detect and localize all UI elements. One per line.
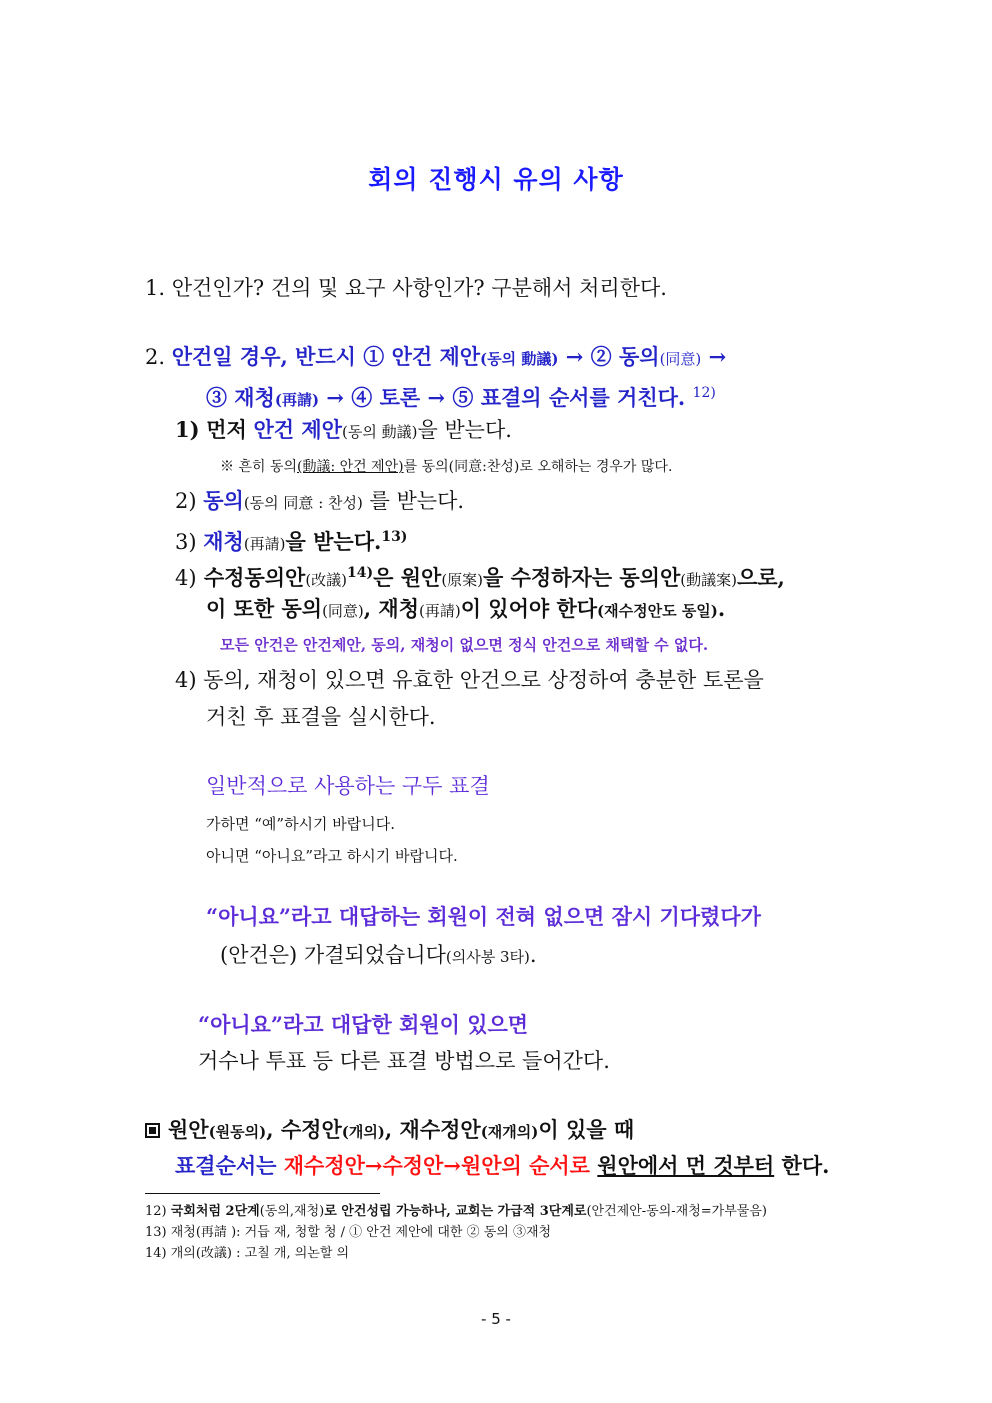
sub-item-2: 2) 동의(동의 同意 : 찬성) 를 받는다.	[175, 488, 465, 513]
case-objection-line-2: 거수나 투표 등 다른 표결 방법으로 들어간다.	[198, 1049, 610, 1073]
sub-item-5-line-2: 거친 후 표결을 실시한다.	[206, 705, 436, 729]
vote-order-line-1: 원안(원동의), 수정안(개의), 재수정안(재개의)이 있을 때	[145, 1116, 634, 1146]
footnote-ref-13[interactable]: 13)	[381, 529, 408, 545]
case-no-objection-line-1: “아니요”라고 대답하는 회원이 전혀 없으면 잠시 기다렸다가	[206, 904, 761, 929]
vote-order-line-2: 표결순서는 재수정안→수정안→원안의 순서로 원안에서 먼 것부터 한다.	[175, 1153, 830, 1178]
page-title: 회의 진행시 유의 사항	[368, 165, 624, 194]
footnote-ref-14[interactable]: 14)	[347, 565, 374, 581]
case-no-objection-line-2: (안건은) 가결되었습니다(의사봉 3타).	[220, 943, 537, 967]
item-2-number: 2.	[145, 345, 166, 369]
sub-item-4-line-1: 4) 수정동의안(改議)$^{14)}$은 원안(原案)을 수정하자는 동의안(動議案)으로,	[175, 565, 785, 590]
voice-vote-no: 아니면 “아니요”라고 하시기 바랍니다.	[206, 847, 458, 865]
warning-note: 모든 안건은 안건제안, 동의, 재청이 없으면 정식 안건으로 채택할 수 없다.	[220, 636, 709, 654]
voice-vote-heading: 일반적으로 사용하는 구두 표결	[206, 774, 490, 798]
sub-item-5-line-1: 4) 동의, 재청이 있으면 유효한 안건으로 상정하여 충분한 토론을	[175, 668, 764, 692]
case-objection-line-1: “아니요”라고 대답한 회원이 있으면	[198, 1012, 529, 1037]
item-2-text: 안건일 경우, 반드시 ① 안건 제안(동의 動議) → ② 동의(同意) →	[171, 344, 727, 369]
sub-item-1: 1) 먼저 안건 제안(동의 動議)을 받는다.	[175, 417, 512, 442]
page-number: - 5 -	[481, 1310, 511, 1328]
item-1: 1. 안건인가? 건의 및 요구 사항인가? 구분해서 처리한다.	[145, 276, 667, 300]
footnote-13: 13) 재청(再請 ): 거듭 재, 청할 청 / ① 안건 제안에 대한 ② 동의 ③재청	[145, 1225, 552, 1240]
item-2-line-1	[145, 343, 726, 373]
footnote-12: 12) 국회처럼 2단계(동의,재청)로 안건성립 가능하나, 교회는 가급적 3단계로(안건제안-동의-재청=가부물음)	[145, 1204, 767, 1219]
sub-item-3: 3) 재청(再請)을 받는다.$^{13)}$	[175, 529, 408, 554]
square-bullet-icon	[145, 1123, 160, 1138]
sub-item-4-line-2: 이 또한 동의(同意), 재청(再請)이 있어야 한다(재수정안도 동일).	[206, 596, 726, 621]
note-misunderstanding: ※ 흔히 동의(動議: 안건 제안)를 동의(同意:찬성)로 오해하는 경우가 많다.	[220, 459, 673, 475]
voice-vote-yes: 가하면 “예”하시기 바랍니다.	[206, 815, 396, 833]
item-2-line-2: ③ 재청(再請) → ④ 토론 → ⑤ 표결의 순서를 거친다. $^{12)}$	[206, 385, 716, 410]
footnote-14: 14) 개의(改議) : 고칠 개, 의논할 의	[145, 1246, 350, 1261]
footnote-divider	[145, 1193, 380, 1194]
footnote-ref-12[interactable]: 12)	[692, 385, 716, 401]
